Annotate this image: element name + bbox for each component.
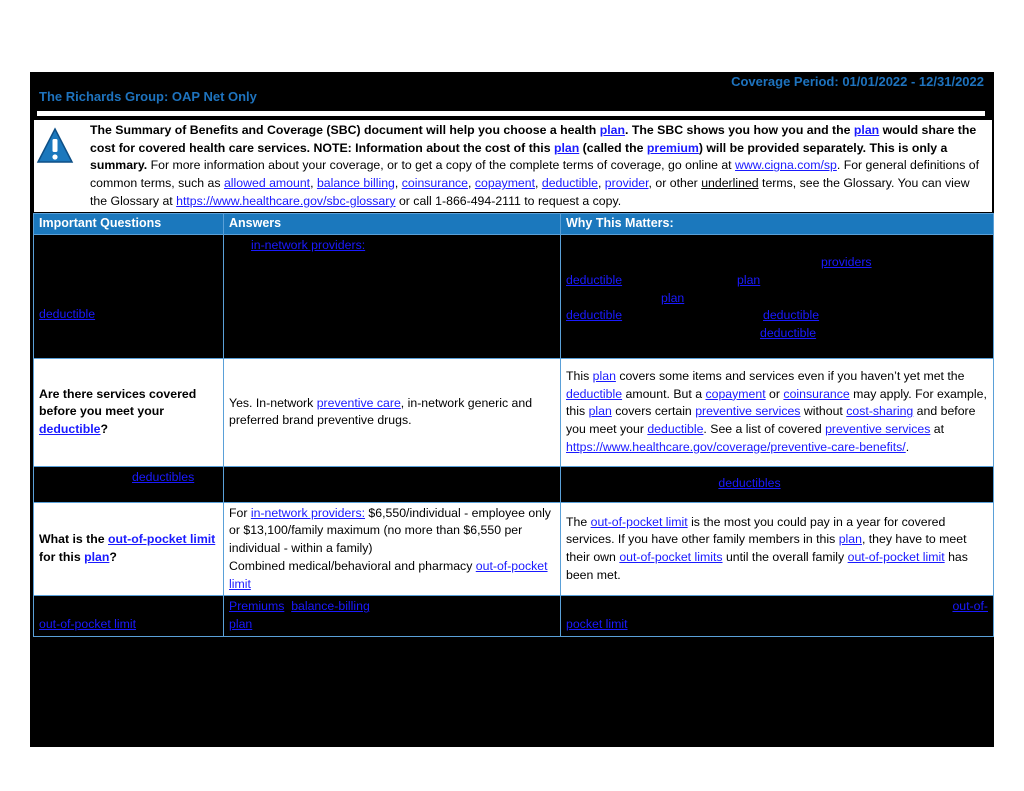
plan-link[interactable]: plan	[84, 549, 110, 564]
balance-billing-link[interactable]: balance billing	[316, 176, 395, 191]
in-network-providers-link[interactable]: in-network providers:	[251, 237, 366, 252]
coinsurance-link[interactable]: coinsurance	[401, 176, 469, 191]
out-of-pocket-limit-link[interactable]: pocket limit	[566, 616, 628, 631]
group-plan-name: The Richards Group: OAP Net Only	[39, 89, 257, 104]
table-row	[34, 466, 994, 502]
deductible-link[interactable]: deductible	[541, 176, 598, 191]
deductible-link[interactable]: deductible	[566, 307, 623, 322]
table-header-row	[34, 214, 994, 235]
page-header	[30, 72, 994, 112]
allowed-amount-link[interactable]: allowed amount	[223, 176, 311, 191]
preventive-care-link[interactable]: preventive care	[316, 395, 401, 410]
deductible-link[interactable]: deductible	[763, 307, 820, 322]
deductible-link[interactable]: deductible	[39, 307, 96, 322]
cost-sharing-link[interactable]: cost-sharing	[846, 404, 914, 419]
why-cell	[561, 234, 994, 358]
coinsurance-link[interactable]: coinsurance	[783, 386, 850, 401]
provider-link[interactable]: provider	[604, 176, 649, 191]
healthcare-preventive-url-link[interactable]: https://www.healthcare.gov/coverage/preventive-care-benefits/	[566, 439, 906, 454]
deductibles-link[interactable]: deductibles	[718, 476, 781, 491]
copayment-link[interactable]: copayment	[705, 386, 766, 401]
col-answers: Answers	[224, 214, 561, 235]
glossary-url-link[interactable]: https://www.healthcare.gov/sbc-glossary	[176, 193, 396, 208]
sbc-notice	[34, 120, 992, 212]
question-cell	[34, 466, 224, 502]
deductible-link[interactable]: deductible	[39, 422, 101, 437]
balance-billing-link[interactable]: balance-billing	[291, 599, 370, 614]
table-row	[34, 502, 994, 596]
question-cell: Are there services covered before you meet your deductible?	[34, 358, 224, 466]
question-cell: What is the out-of-pocket limit for this plan?	[34, 502, 224, 596]
answer-cell	[224, 234, 561, 358]
plan-link[interactable]: plan	[588, 404, 612, 419]
plan-link[interactable]: plan	[229, 616, 253, 631]
deductible-link[interactable]: deductible	[760, 325, 817, 340]
cigna-url-link[interactable]: www.cigna.com/sp	[735, 158, 837, 173]
why-cell: The out-of-pocket limit is the most you could pay in a year for covered services. If you have other family members in this plan, they have to meet their own out-of-pocket limits until the overall family out-of-pocket limit has been met.	[561, 502, 994, 596]
plan-link[interactable]: plan	[661, 290, 685, 305]
notice-text: The Summary of Benefits and Coverage (SBC) document will help you choose a health plan. The SBC shows you how you and the plan would share the cost for covered health care services. NOTE: Information about the cost of this plan (called the premium) will be provided separately. This is only a summary. For more information about your coverage, or to get a copy of the complete terms of coverage, go online at www.cigna.com/sp. For general definitions of common terms, such as allowed amount, balance billing, coinsurance, copayment, deductible, provider, or other underlined terms, see the Glossary. You can view the Glossary at https://www.healthcare.gov/sbc-glossary or call 1-866-494-2111 to request a copy.	[90, 123, 980, 208]
out-of-pocket-limit-link[interactable]: out-of-pocket limit	[229, 558, 548, 591]
out-of-pocket-limit-link[interactable]: out-of-pocket limit	[39, 616, 137, 631]
in-network-providers-link[interactable]: in-network providers:	[250, 505, 366, 520]
why-cell	[561, 596, 994, 636]
plan-link[interactable]: plan	[599, 123, 626, 137]
benefits-table	[33, 213, 994, 637]
answer-cell	[224, 596, 561, 636]
providers-link[interactable]: providers	[821, 254, 872, 269]
table-row	[34, 596, 994, 636]
table-row	[34, 358, 994, 466]
premium-link[interactable]: premium	[646, 140, 699, 155]
answer-cell: For in-network providers: $6,550/individual - employee only or $13,100/family maximum (no more than $6,550 per individual - within a family) Combined medical/behavioral and pharmacy out-of-pocket limit	[224, 502, 561, 596]
premiums-link[interactable]: Premiums	[229, 599, 285, 614]
out-of-pocket-limit-link[interactable]: out-of-	[952, 599, 988, 614]
header-divider	[37, 111, 985, 116]
col-why-this-matters: Why This Matters:	[561, 214, 994, 235]
deductible-link[interactable]: deductible	[566, 386, 623, 401]
plan-link[interactable]: plan	[838, 532, 862, 547]
question-cell	[34, 234, 224, 358]
out-of-pocket-limit-link[interactable]: out-of-pocket limit	[590, 514, 688, 529]
plan-link[interactable]: plan	[737, 272, 761, 287]
why-cell: This plan covers some items and services even if you haven’t yet met the deductible amount. But a copayment or coinsurance may apply. For example, this plan covers certain preventive services without cost-sharing and before you meet your deductible. See a list of covered preventive services at https://www.healthcare.gov/coverage/preventive-care-benefits/.	[561, 358, 994, 466]
deductible-link[interactable]: deductible	[647, 422, 704, 437]
preventive-services-link[interactable]: preventive services	[695, 404, 801, 419]
coverage-period: Coverage Period: 01/01/2022 - 12/31/2022	[731, 74, 984, 89]
out-of-pocket-limit-link[interactable]: out-of-pocket limit	[108, 532, 216, 547]
preventive-services-link[interactable]: preventive services	[825, 422, 931, 437]
col-important-questions: Important Questions	[34, 214, 224, 235]
deductible-link[interactable]: deductible	[566, 272, 623, 287]
out-of-pocket-limit-link[interactable]: out-of-pocket limit	[847, 549, 945, 564]
out-of-pocket-limits-link[interactable]: out-of-pocket limits	[619, 549, 723, 564]
table-row	[34, 234, 994, 358]
answer-cell	[224, 466, 561, 502]
plan-link[interactable]: plan	[853, 123, 880, 137]
plan-link[interactable]: plan	[592, 368, 616, 383]
deductibles-link[interactable]: deductibles	[132, 469, 195, 484]
copayment-link[interactable]: copayment	[474, 176, 536, 191]
plan-link[interactable]: plan	[553, 140, 580, 155]
answer-cell: Yes. In-network preventive care, in-network generic and preferred brand preventive drugs.	[224, 358, 561, 466]
why-cell	[561, 466, 994, 502]
question-cell	[34, 596, 224, 636]
